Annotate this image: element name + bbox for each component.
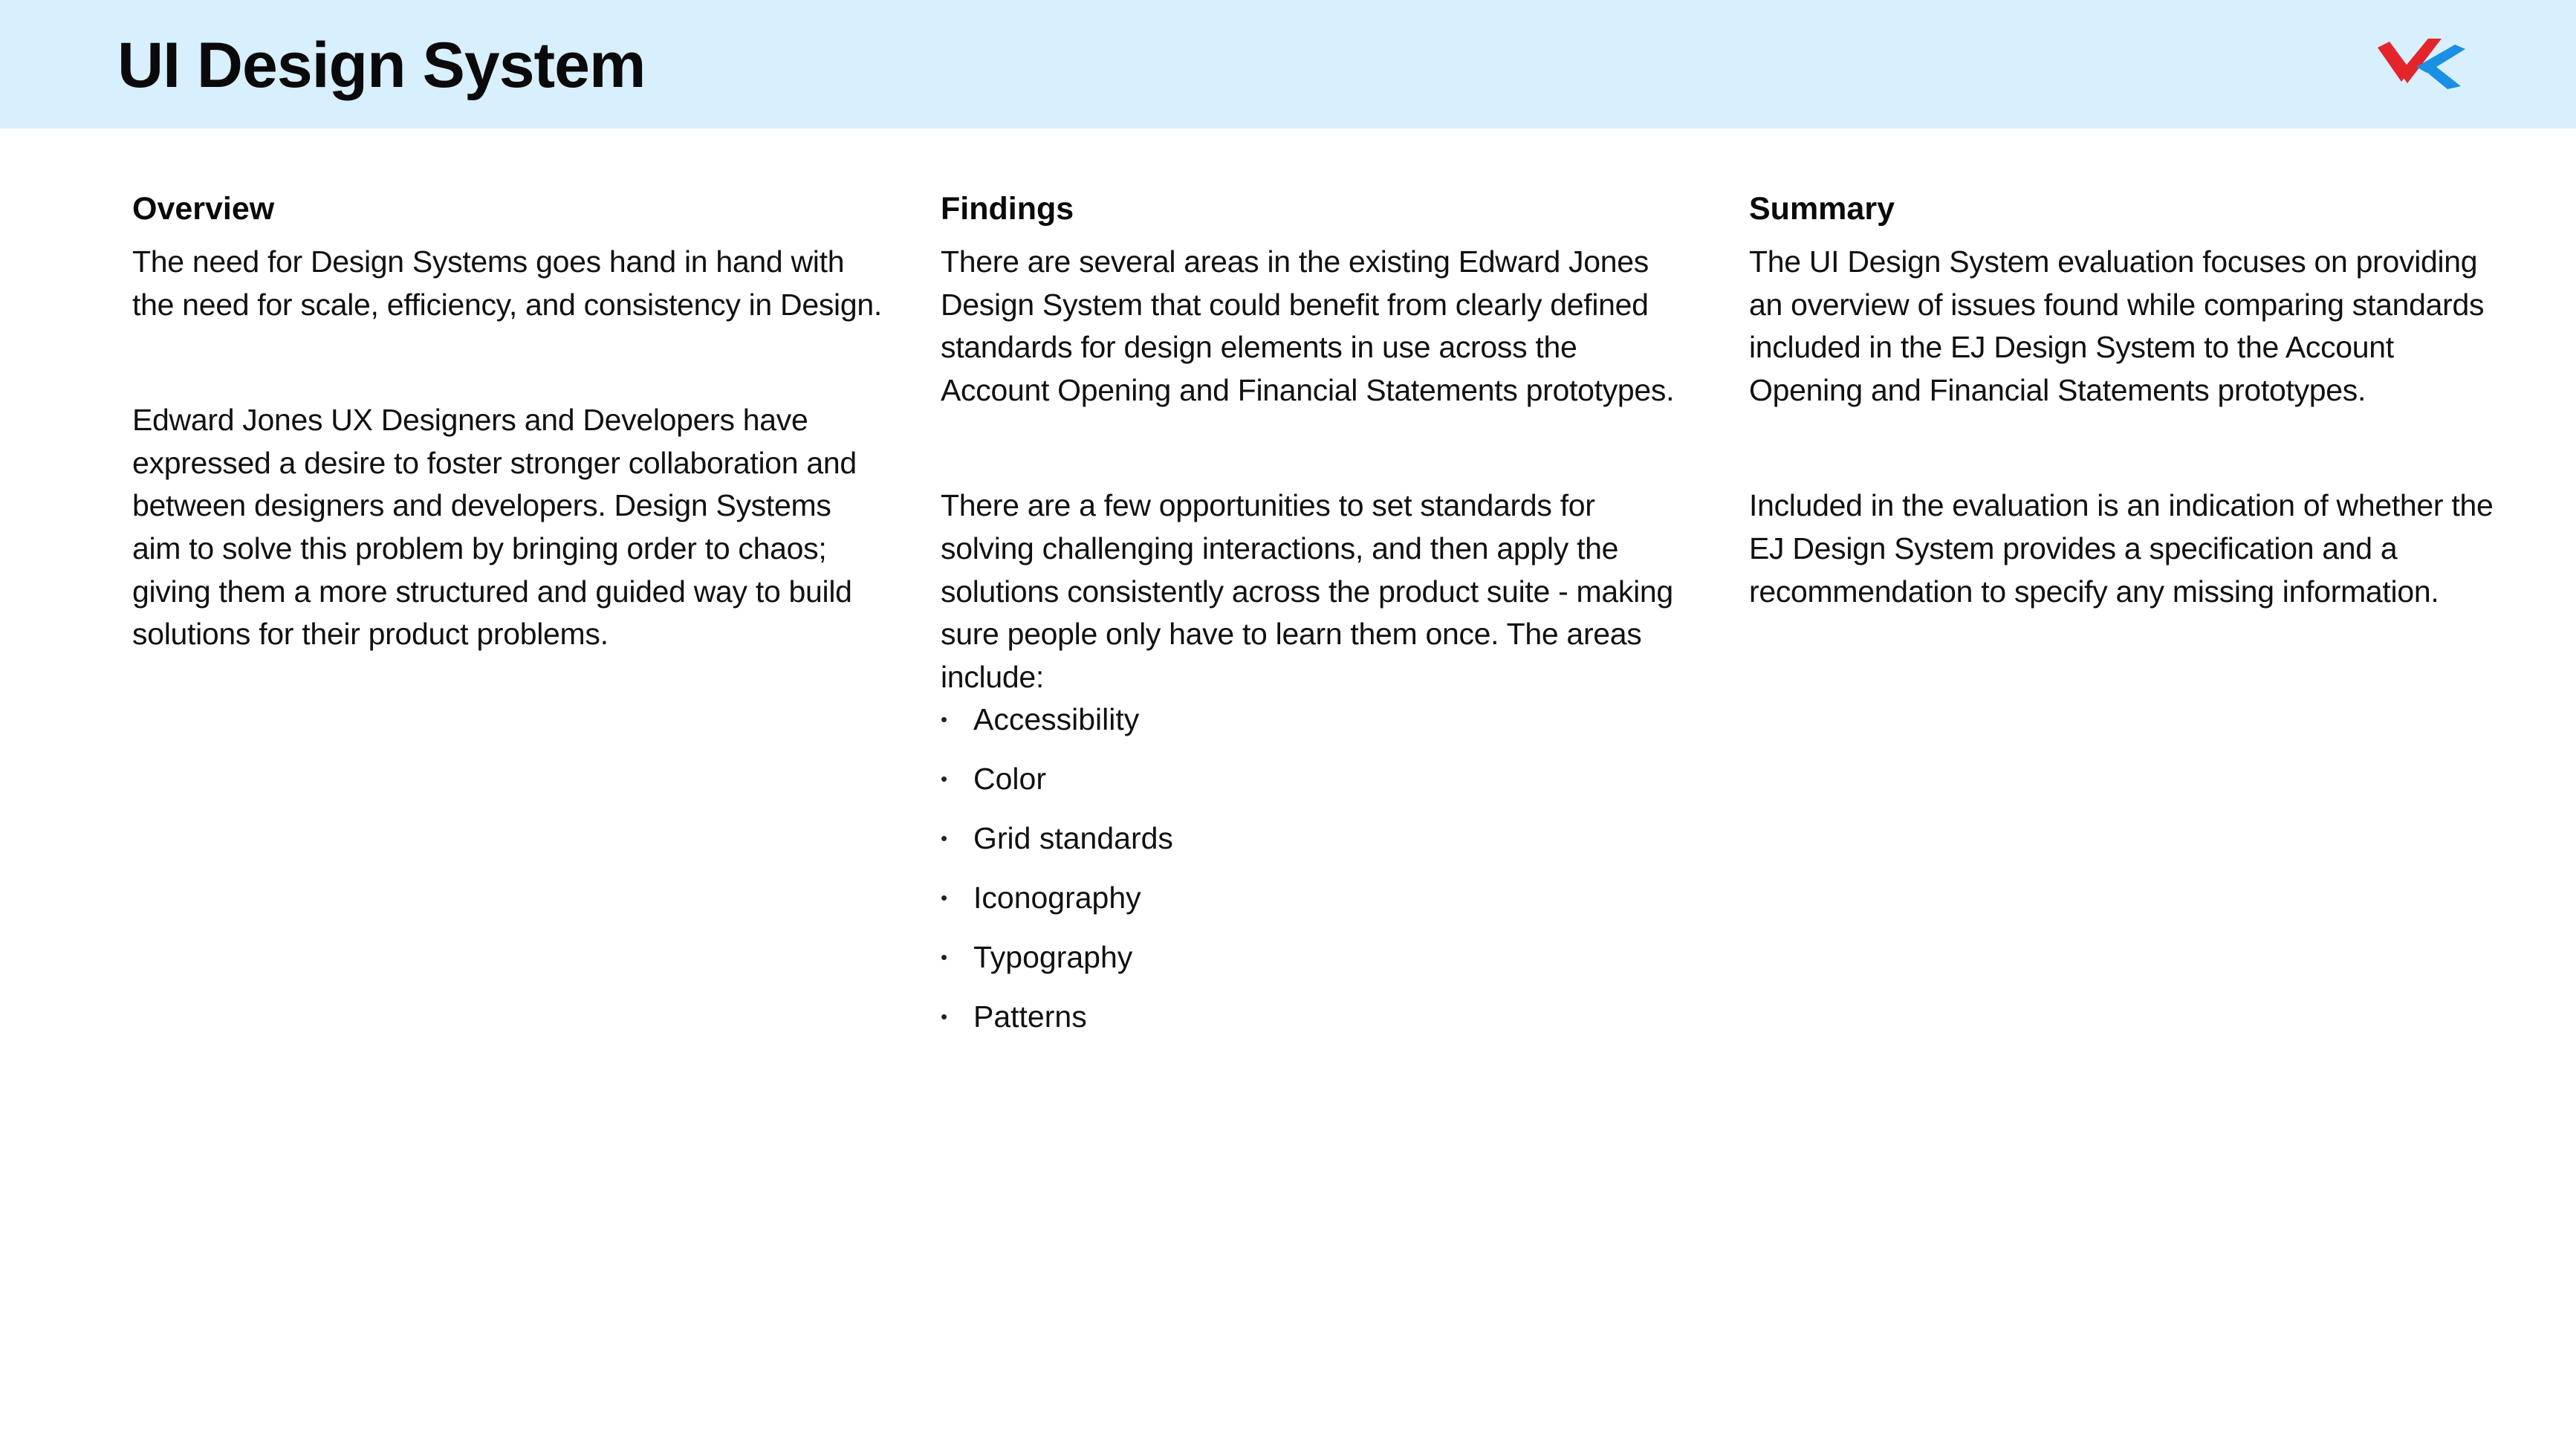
list-item [941,758,1691,817]
bullet-icon: • [941,1005,948,1028]
list-item-label: Iconography [973,881,1141,915]
list-item [941,817,1691,877]
bullet-icon: • [941,768,948,791]
edward-jones-logo-icon [2378,39,2465,91]
page-title: UI Design System [117,30,646,101]
list-item [941,936,1691,996]
list-item-label: Patterns [973,999,1087,1034]
findings-heading: Findings [941,191,1074,227]
list-item [941,698,1691,758]
overview-paragraph: Edward Jones UX Designers and Developers have expressed a desire to foster stronger collaboration and between designers and developers. Design Systems aim to solve this problem by bringing order to chaos; giving them a more structured and guided way to build solutions for their product problems. [132,403,857,652]
header-bar [0,0,2576,129]
summary-column [1749,187,2499,613]
bullet-icon: • [941,827,948,850]
list-item-label: Color [973,762,1046,797]
findings-areas-list [941,698,1691,1055]
findings-paragraph: There are several areas in the existing Edward Jones Design System that could benefit from clearly defined standards for design elements in use across the Account Opening and Financial Statements prototypes. [941,244,1675,407]
findings-column [941,187,1691,1055]
list-item-label: Accessibility [973,702,1140,737]
overview-heading: Overview [132,191,275,227]
bullet-icon: • [941,708,948,731]
list-item-label: Typography [973,940,1133,975]
findings-paragraph: There are a few opportunities to set standards for solving challenging interactions, and then apply the solutions consistently across the product suite - making sure people only have to learn them once. The areas include: [941,488,1673,694]
list-item [941,877,1691,936]
summary-paragraph: The UI Design System evaluation focuses on providing an overview of issues found while comparing standards included in the EJ Design System to the Account Opening and Financial Statements prototypes. [1749,244,2485,407]
summary-heading: Summary [1749,191,1895,227]
bullet-icon: • [941,886,948,910]
summary-paragraph: Included in the evaluation is an indication of whether the EJ Design System provides a specification and a recommendation to specify any missing information. [1749,488,2494,609]
bullet-icon: • [941,946,948,969]
overview-column [132,187,883,656]
overview-paragraph: The need for Design Systems goes hand in hand with the need for scale, efficiency, and consistency in Design. [132,244,882,322]
list-item-label: Grid standards [973,821,1173,856]
list-item [941,996,1691,1055]
